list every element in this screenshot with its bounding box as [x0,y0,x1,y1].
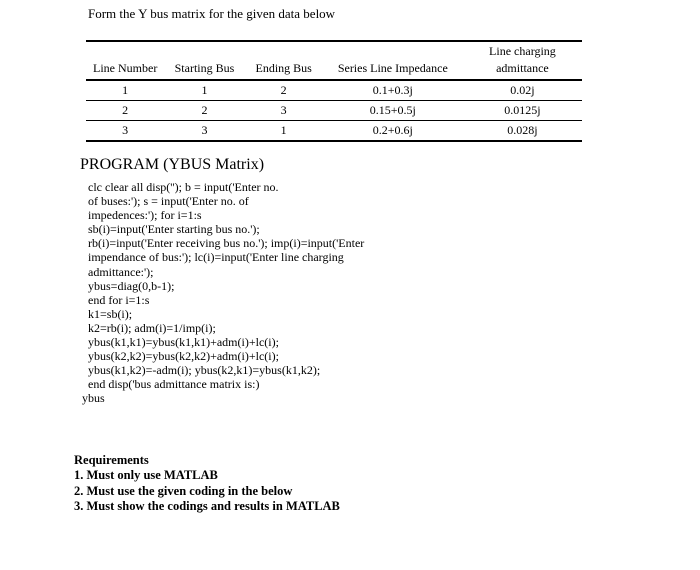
code-line: rb(i)=input('Enter receiving bus no.'); imp(i)=input('Enter [88,236,365,251]
cell-starting-bus: 2 [164,101,244,121]
header-top-cell [164,41,244,60]
cell-line-number: 2 [86,101,164,121]
code-line: ybus [82,391,105,406]
code-block [82,180,388,406]
code-line: impedences:'); for i=1:s [88,208,202,223]
header-series-impedance: Series Line Impedance [323,60,463,80]
program-title: PROGRAM (YBUS Matrix) [80,156,265,173]
code-line: ybus(k1,k2)=-adm(i); ybus(k2,k1)=ybus(k1,k2); [88,363,321,378]
code-line: admittance:'); [88,264,154,279]
header-admittance: admittance [463,60,582,80]
header-starting-bus: Starting Bus [164,60,244,80]
table-row [86,121,582,142]
code-line: end for i=1:s [88,292,150,307]
line-data-table [86,40,582,142]
code-line: impendance of bus:'); lc(i)=input('Enter line charging [88,250,344,265]
cell-admittance: 0.02j [463,80,582,101]
cell-impedance: 0.2+0.6j [323,121,463,142]
header-top-cell [86,41,164,60]
intro-text: Form the Y bus matrix for the given data below [88,6,336,21]
cell-ending-bus: 3 [245,101,323,121]
cell-starting-bus: 1 [164,80,244,101]
code-line: k2=rb(i); adm(i)=1/imp(i); [88,320,216,335]
code-line: sb(i)=input('Enter starting bus no.'); [88,222,260,237]
code-line: ybus=diag(0,b-1); [88,278,175,293]
cell-ending-bus: 2 [245,80,323,101]
code-line: ybus(k1,k1)=ybus(k1,k1)+adm(i)+lc(i); [88,335,279,350]
requirement-item: 3. Must show the codings and results in MATLAB [74,499,340,514]
cell-impedance: 0.1+0.3j [323,80,463,101]
code-line: ybus(k2,k2)=ybus(k2,k2)+adm(i)+lc(i); [88,349,279,364]
header-top-cell [245,41,323,60]
table-row [86,80,582,101]
header-line-number: Line Number [86,60,164,80]
header-ending-bus: Ending Bus [245,60,323,80]
requirement-item: 1. Must only use MATLAB [74,468,218,483]
code-line: end disp('bus admittance matrix is:) [88,377,260,392]
cell-ending-bus: 1 [245,121,323,142]
code-line: of buses:'); s = input('Enter no. of [88,194,249,209]
header-line-charging: Line charging [463,41,582,60]
cell-admittance: 0.028j [463,121,582,142]
cell-admittance: 0.0125j [463,101,582,121]
requirements-title: Requirements [74,453,149,467]
table-row [86,101,582,121]
cell-impedance: 0.15+0.5j [323,101,463,121]
cell-line-number: 3 [86,121,164,142]
cell-starting-bus: 3 [164,121,244,142]
header-top-cell [323,41,463,60]
table-header-row-top [86,41,582,60]
requirement-item: 2. Must use the given coding in the below [74,483,293,498]
requirements-block [74,453,340,515]
table-header-row [86,60,582,80]
code-line: clc clear all disp(''); b = input('Enter no. [88,180,279,194]
code-line: k1=sb(i); [88,306,133,321]
cell-line-number: 1 [86,80,164,101]
